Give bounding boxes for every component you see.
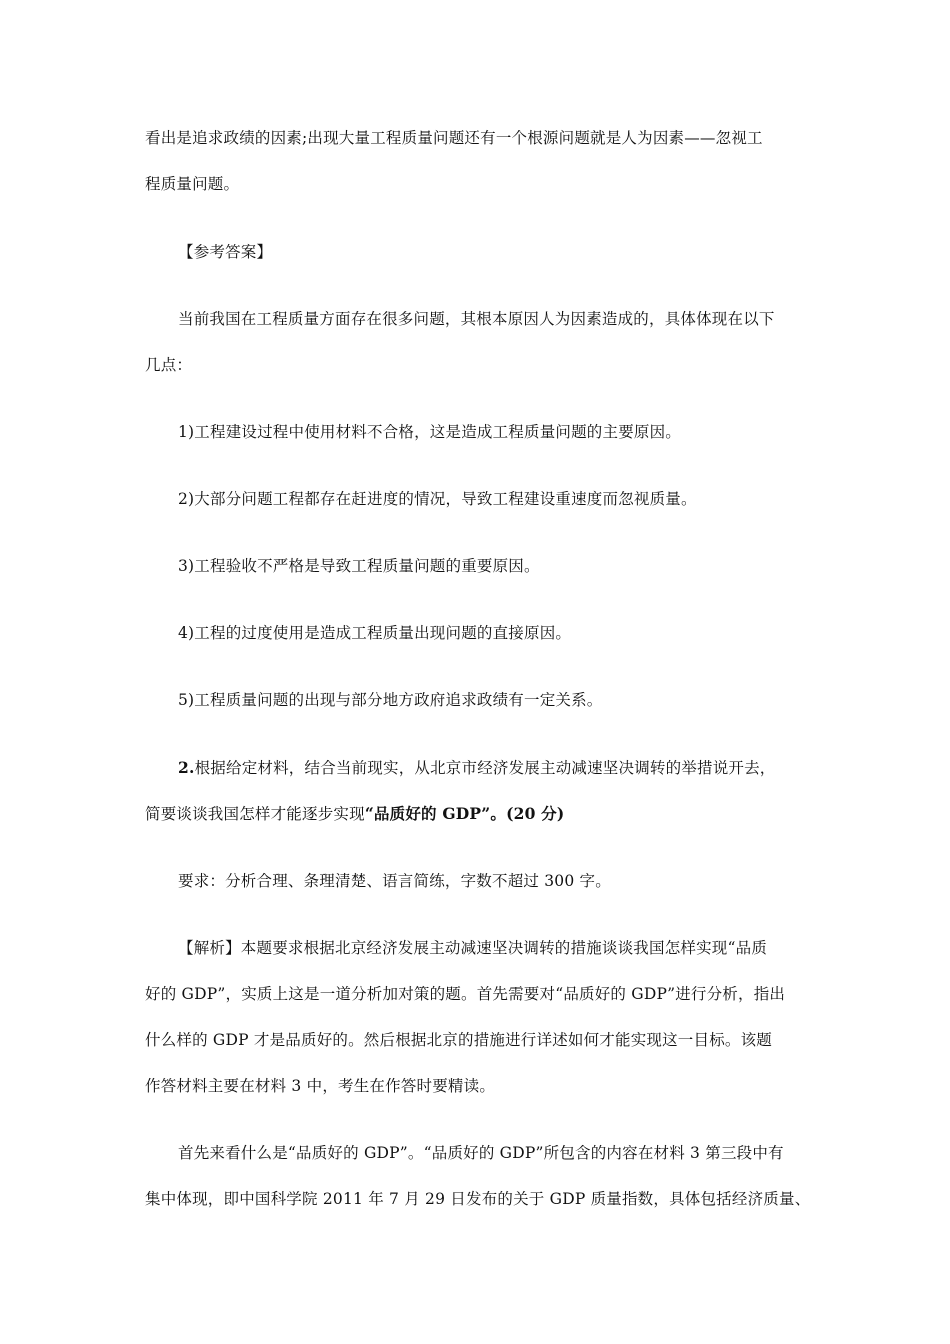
answer-point-4: 4)工程的过度使用是造成工程质量出现问题的直接原因。	[178, 624, 572, 642]
question-2-line	[178, 758, 848, 778]
analysis-line: 【解析】本题要求根据北京经济发展主动减速坚决调转的措施谈谈我国怎样实现“品质	[178, 939, 768, 957]
answer-point-5: 5)工程质量问题的出现与部分地方政府追求政绩有一定关系。	[178, 691, 603, 709]
question-text: 根据给定材料，结合当前现实，从北京市经济发展主动减速坚决调转的举措说开去，	[194, 759, 776, 777]
paragraph-line: 首先来看什么是“品质好的 GDP”。“品质好的 GDP”所包含的内容在材料 3 第三段中有	[178, 1144, 784, 1162]
requirement-line: 要求：分析合理、条理清楚、语言简练，字数不超过 300 字。	[178, 872, 611, 890]
answer-point-2: 2)大部分问题工程都存在赶进度的情况，导致工程建设重速度而忽视质量。	[178, 490, 697, 508]
analysis-line: 好的 GDP”，实质上这是一道分析加对策的题。首先需要对“品质好的 GDP”进行分析，指出	[145, 985, 786, 1003]
paragraph-line: 当前我国在工程质量方面存在很多问题，其根本原因人为因素造成的，具体体现在以下	[178, 310, 775, 328]
question-number: 2.	[178, 758, 195, 777]
question-2-line	[145, 804, 815, 824]
analysis-line: 什么样的 GDP 才是品质好的。然后根据北京的措施进行详述如何才能实现这一目标。该题	[145, 1031, 772, 1049]
paragraph-line: 几点：	[145, 356, 193, 374]
answer-point-1: 1)工程建设过程中使用材料不合格，这是造成工程质量问题的主要原因。	[178, 423, 682, 441]
answer-point-3: 3)工程验收不严格是导致工程质量问题的重要原因。	[178, 557, 540, 575]
question-text: 简要谈谈我国怎样才能逐步实现	[145, 805, 365, 823]
reference-answer-heading: 【参考答案】	[178, 243, 273, 261]
paragraph-line: 看出是追求政绩的因素;出现大量工程质量问题还有一个根源问题就是人为因素——忽视工	[145, 129, 763, 147]
question-score: “品质好的 GDP”。(20 分)	[364, 804, 565, 823]
analysis-line: 作答材料主要在材料 3 中，考生在作答时要精读。	[145, 1077, 496, 1095]
paragraph-line: 集中体现，即中国科学院 2011 年 7 月 29 日发布的关于 GDP 质量指数，具体包括经济质量、	[145, 1190, 811, 1208]
paragraph-line: 程质量问题。	[145, 175, 240, 193]
